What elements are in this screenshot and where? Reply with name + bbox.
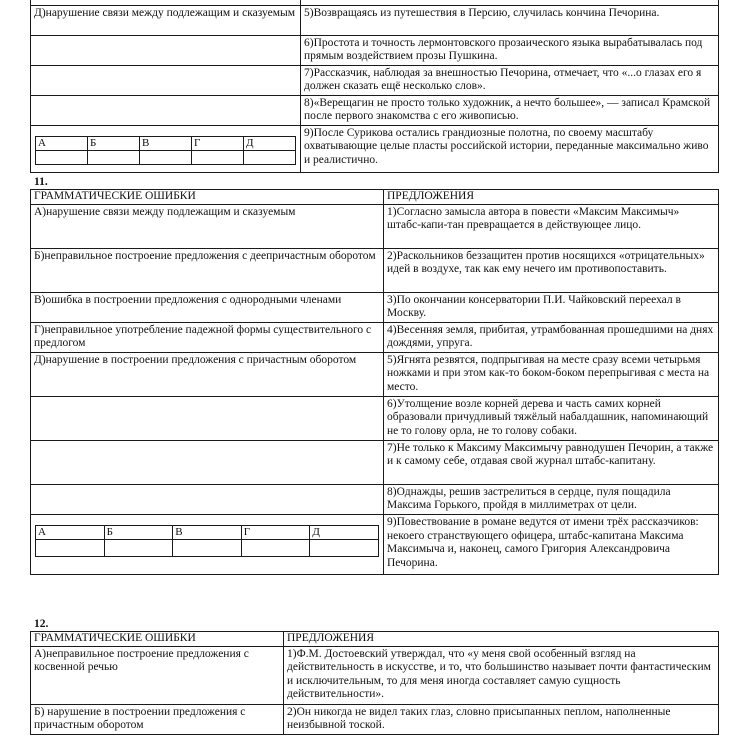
header-errors: ГРАММАТИЧЕСКИЕ ОШИБКИ <box>31 632 284 647</box>
answer-input[interactable] <box>36 539 105 556</box>
answer-letter: Г <box>241 525 310 539</box>
task10-table <box>30 0 719 173</box>
answer-letter: Д <box>310 525 379 539</box>
sentence-8: 8)Однажды, решив застрелиться в сердце, пуля пощадила Максима Горького, пройдя в миллиметрах от цели. <box>384 484 719 514</box>
sentence-8: 8)«Верещагин не просто только художник, а нечто большее», — записал Крамской после первого знакомства с его живописью. <box>301 95 719 125</box>
error-d: Д)нарушение связи между подлежащим и сказуемым <box>31 5 301 35</box>
answer-letter: Б <box>88 136 140 150</box>
sentence-7: 7)Не только к Максиму Максимычу равнодушен Печорин, а также и к самому себе, отдавая свой журнал штабс-капитану. <box>384 440 719 484</box>
error-b: Б)неправильное построение предложения с деепричастным оборотом <box>31 248 384 292</box>
answer-letter: Г <box>192 136 244 150</box>
answer-input[interactable] <box>140 150 192 164</box>
answer-input[interactable] <box>88 150 140 164</box>
answer-letter: В <box>140 136 192 150</box>
sentence-9: 9)После Сурикова остались грандиозные полотна, по своему масштабу охватывающие целые пласты российской истории, переданные максимально живо и реалистично. <box>301 125 719 172</box>
sentence-6: 6)Простота и точность лермонтовского прозаического языка вырабатывалась под прямым воздействием прозы Пушкина. <box>301 35 719 65</box>
answer-letter: В <box>173 525 242 539</box>
answer-grid <box>35 136 296 165</box>
error-d: Д)нарушение в построении предложения с причастным оборотом <box>31 352 384 396</box>
sentence-4: 4)Весенняя земля, прибитая, утрамбованная прошедшими на днях дождями, упруга. <box>384 322 719 352</box>
sentence-9: 9)Повествование в романе ведутся от имени трёх рассказчиков: некоего странствующего офицера, штабс-капитана Максима Максимыча и, наконец, самого Григория Александровича Печорина. <box>384 514 719 574</box>
answer-cell <box>31 514 384 574</box>
answer-input[interactable] <box>241 539 310 556</box>
sentence-1: 1)Согласно замысла автора в повести «Максим Максимыч» штабс-капи-тан превращается в действующее лицо. <box>384 204 719 248</box>
answer-input[interactable] <box>310 539 379 556</box>
task-number-12: 12. <box>34 618 49 630</box>
error-a: А)нарушение связи между подлежащим и сказуемым <box>31 204 384 248</box>
answer-input[interactable] <box>104 539 173 556</box>
error-b: Б) нарушение в построении предложения с причастным оборотом <box>31 704 284 734</box>
answer-input[interactable] <box>244 150 296 164</box>
sentence-6: 6)Утолщение возле корней дерева и часть самих корней образовали причудливый тяжёлый набалдашник, напоминающий не то голову орла, не то голову собаки. <box>384 396 719 440</box>
error-g: Г)неправильное употребление падежной формы существительного с предлогом <box>31 322 384 352</box>
sentence-1: 1)Ф.М. Достоевский утверждал, что «у меня свой особенный взгляд на действительность в искусстве, и то, что большинство называет почти фантастическим и исключительным, то для меня иногда составляет самую сущность действительности». <box>284 646 719 704</box>
error-a: А)неправильное построение предложения с косвенной речью <box>31 646 284 704</box>
answer-grid <box>35 525 379 557</box>
task12-table <box>30 631 719 735</box>
header-errors: ГРАММАТИЧЕСКИЕ ОШИБКИ <box>31 190 384 205</box>
header-sentences: ПРЕДЛОЖЕНИЯ <box>384 190 719 205</box>
sentence-3: 3)По окончании консерватории П.И. Чайковский переехал в Москву. <box>384 292 719 322</box>
answer-cell <box>31 125 301 172</box>
answer-letter: А <box>36 525 105 539</box>
answer-input[interactable] <box>36 150 88 164</box>
error-c: В)ошибка в построении предложения с однородными членами <box>31 292 384 322</box>
answer-letter: А <box>36 136 88 150</box>
sentence-2: 2)Раскольников беззащитен против носящихся «отрицательных» идей в воздухе, так как ему нечего им противопоставить. <box>384 248 719 292</box>
answer-letter: Б <box>104 525 173 539</box>
task11-table <box>30 189 719 575</box>
sentence-7: 7)Рассказчик, наблюдая за внешностью Печорина, отмечает, что «...о глазах его я должен сказать ещё несколько слов». <box>301 65 719 95</box>
sentence-5: 5)Ягнята резвятся, подпрыгивая на месте сразу всеми четырьмя ножками и при этом как-то боком-боком перепрыгивая с места на место. <box>384 352 719 396</box>
sentence-5: 5)Возвращаясь из путешествия в Персию, случилась кончина Печорина. <box>301 5 719 35</box>
sentence-2: 2)Он никогда не видел таких глаз, словно присыпанных пеплом, наполненные неизбывной тоской. <box>284 704 719 734</box>
task-number-11: 11. <box>34 176 48 188</box>
answer-letter: Д <box>244 136 296 150</box>
header-sentences: ПРЕДЛОЖЕНИЯ <box>284 632 719 647</box>
answer-input[interactable] <box>173 539 242 556</box>
answer-input[interactable] <box>192 150 244 164</box>
